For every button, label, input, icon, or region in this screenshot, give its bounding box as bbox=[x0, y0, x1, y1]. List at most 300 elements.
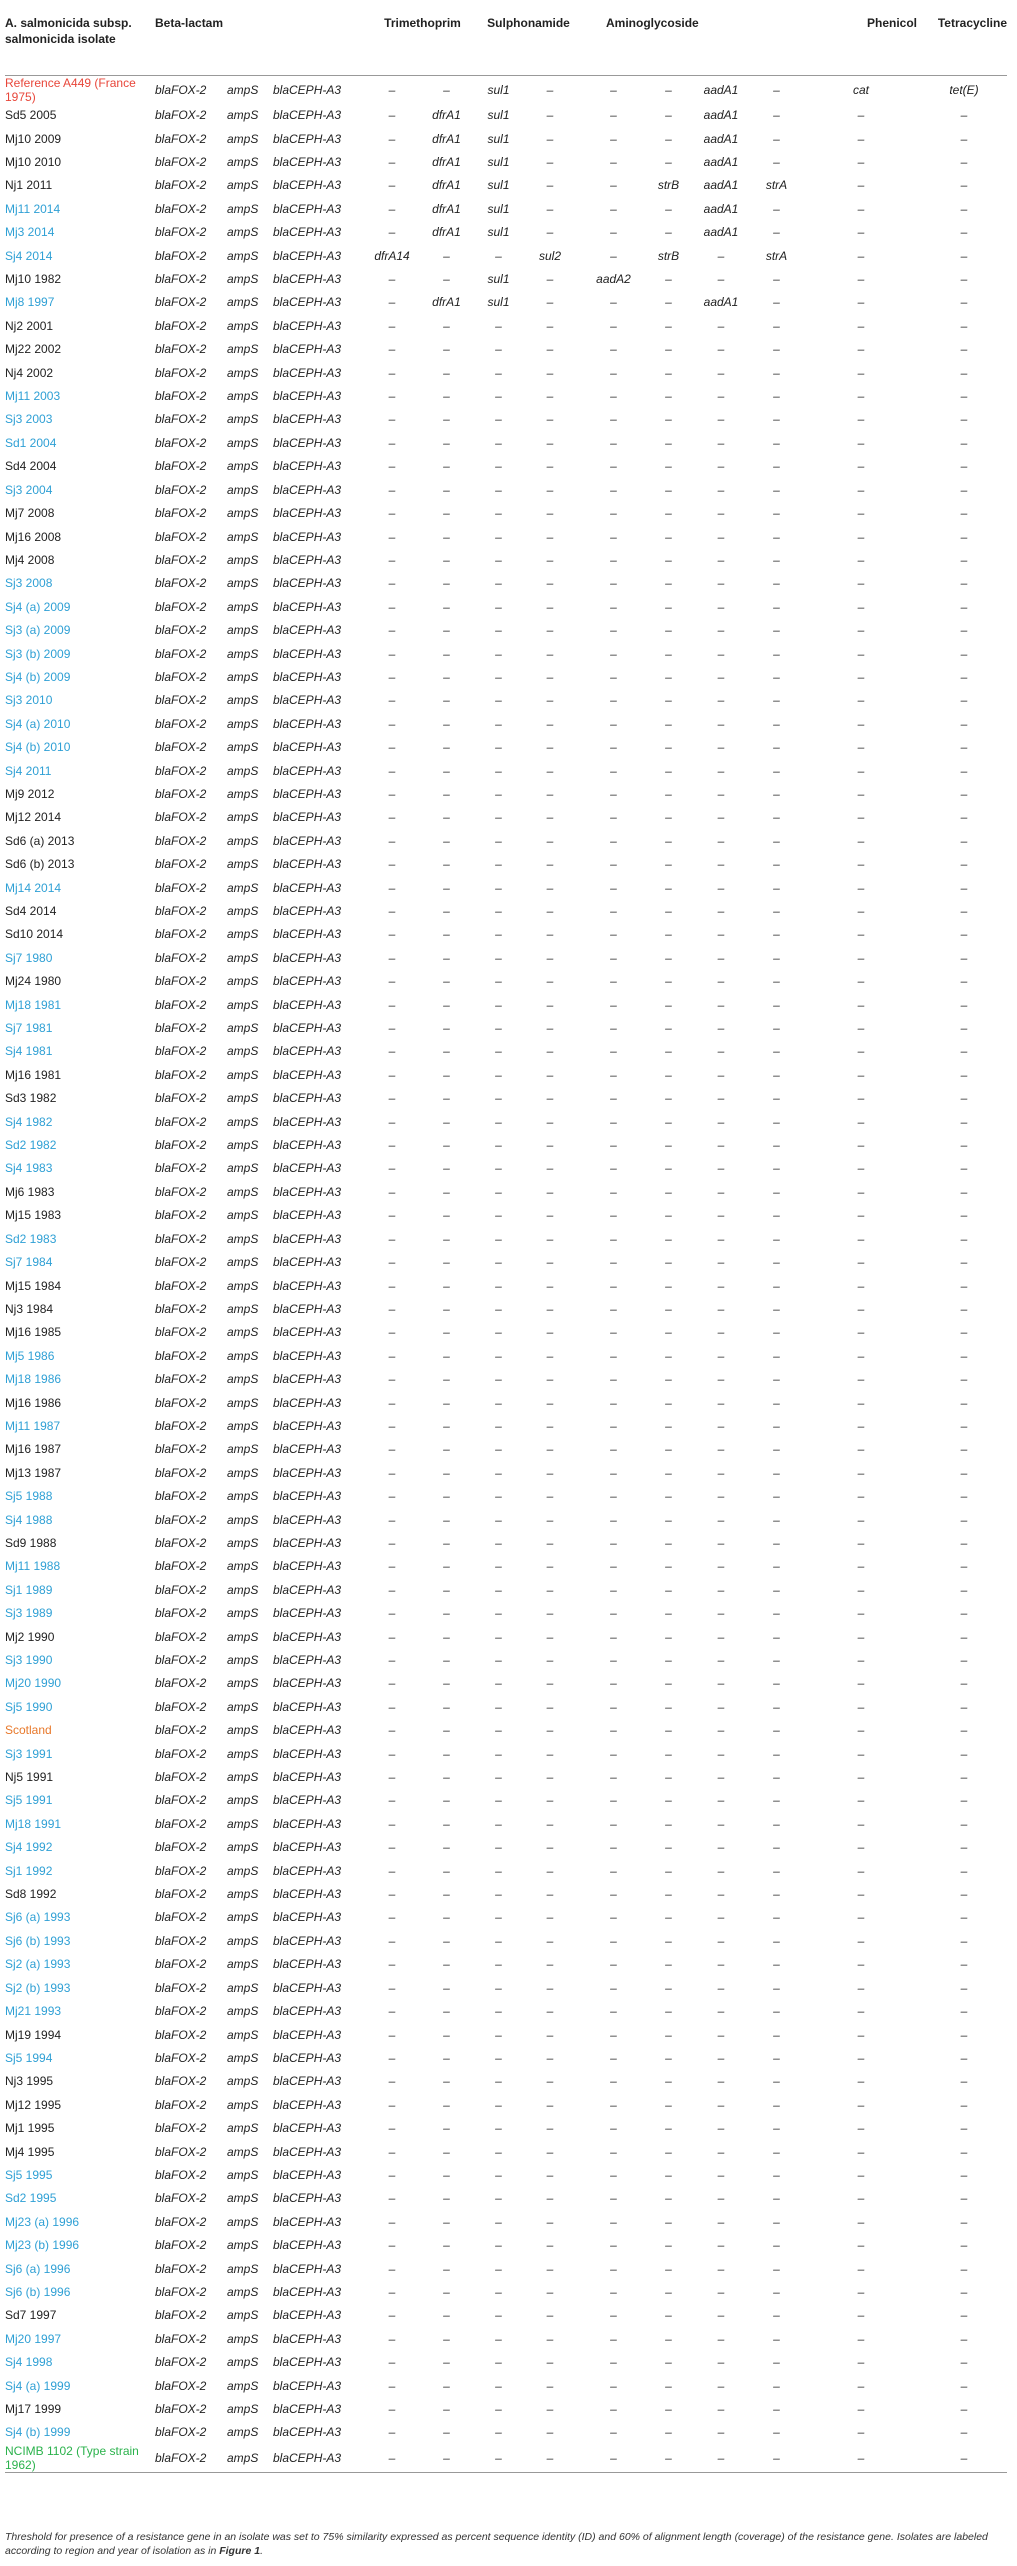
resistance-gene-table bbox=[5, 15, 1007, 2473]
gene-cell: – bbox=[960, 2238, 968, 2253]
gene-cell: – bbox=[857, 810, 865, 825]
table-row bbox=[5, 970, 1007, 993]
gene-cell: – bbox=[717, 2238, 725, 2253]
gene-cell: – bbox=[443, 2167, 450, 2182]
gene-cell: blaCEPH-A3 bbox=[273, 1606, 342, 1621]
gene-cell: – bbox=[443, 342, 450, 357]
gene-cell: – bbox=[443, 1793, 450, 1808]
gene-cell: – bbox=[665, 1372, 672, 1387]
gene-cell: – bbox=[443, 2074, 450, 2089]
gene-cell: – bbox=[610, 459, 617, 474]
gene-cell: – bbox=[773, 1559, 780, 1574]
gene-cell: – bbox=[717, 1231, 725, 1246]
gene-cell: blaFOX-2 bbox=[155, 2144, 207, 2159]
gene-cell: – bbox=[546, 1184, 554, 1199]
table-row bbox=[5, 1087, 1007, 1110]
gene-cell: ampS bbox=[227, 833, 259, 848]
gene-cell: – bbox=[960, 1067, 968, 1082]
isolate-name: Mj20 1990 bbox=[5, 1676, 62, 1691]
gene-cell: – bbox=[546, 1021, 554, 1036]
gene-cell: – bbox=[495, 1395, 502, 1410]
header-tetracycline: Tetracycline bbox=[937, 16, 1008, 30]
gene-cell: – bbox=[960, 1699, 968, 1714]
gene-cell: – bbox=[665, 1887, 672, 1902]
gene-cell: – bbox=[546, 1746, 554, 1761]
gene-cell: – bbox=[443, 1301, 450, 1316]
gene-cell: – bbox=[717, 1887, 725, 1902]
gene-cell: – bbox=[717, 2308, 725, 2323]
gene-cell: – bbox=[773, 1325, 780, 1340]
gene-cell: – bbox=[665, 1442, 672, 1457]
gene-cell: ampS bbox=[227, 1465, 259, 1480]
gene-cell: – bbox=[857, 623, 865, 638]
gene-cell: – bbox=[388, 1746, 396, 1761]
isolate-name: Sj3 1989 bbox=[5, 1606, 53, 1621]
gene-cell: – bbox=[610, 155, 617, 170]
gene-cell: – bbox=[368, 75, 416, 104]
gene-cell: ampS bbox=[227, 1442, 259, 1457]
gene-cell: – bbox=[610, 1676, 617, 1691]
gene-cell: ampS bbox=[227, 2284, 259, 2299]
table-header-row bbox=[5, 15, 1007, 75]
gene-cell: – bbox=[960, 950, 968, 965]
gene-cell: – bbox=[610, 506, 617, 521]
gene-cell: – bbox=[546, 365, 554, 380]
gene-cell: ampS bbox=[227, 75, 273, 104]
isolate-name: Mj11 1987 bbox=[5, 1418, 61, 1433]
gene-cell: – bbox=[857, 1699, 865, 1714]
gene-cell: ampS bbox=[227, 459, 259, 474]
gene-cell: – bbox=[546, 1957, 554, 1972]
table-row bbox=[5, 2257, 1007, 2280]
gene-cell: – bbox=[647, 2444, 690, 2473]
gene-cell: – bbox=[773, 412, 780, 427]
gene-cell: – bbox=[495, 1067, 502, 1082]
gene-cell: ampS bbox=[227, 506, 259, 521]
gene-cell: – bbox=[388, 997, 396, 1012]
table-row bbox=[5, 782, 1007, 805]
gene-cell: ampS bbox=[227, 1887, 259, 1902]
gene-cell: blaCEPH-A3 bbox=[273, 2004, 342, 2019]
isolate-name: Mj18 1981 bbox=[5, 997, 62, 1012]
gene-cell: – bbox=[610, 1489, 617, 1504]
gene-cell: – bbox=[388, 201, 396, 216]
gene-cell: – bbox=[773, 1442, 780, 1457]
gene-cell: blaFOX-2 bbox=[155, 576, 207, 591]
gene-cell: – bbox=[773, 1255, 780, 1270]
gene-cell: – bbox=[388, 1442, 396, 1457]
gene-cell: ampS bbox=[227, 1582, 259, 1597]
gene-cell: – bbox=[857, 1255, 865, 1270]
gene-cell: – bbox=[443, 2425, 450, 2440]
table-row bbox=[5, 1274, 1007, 1297]
isolate-name: Nj3 1984 bbox=[5, 1301, 54, 1316]
gene-cell: – bbox=[773, 669, 780, 684]
gene-cell: – bbox=[717, 974, 725, 989]
gene-cell: – bbox=[546, 1535, 554, 1550]
gene-cell: – bbox=[388, 506, 396, 521]
gene-cell: – bbox=[610, 2167, 617, 2182]
gene-cell: – bbox=[665, 2074, 672, 2089]
gene-cell: – bbox=[610, 1840, 617, 1855]
gene-cell: blaCEPH-A3 bbox=[273, 763, 342, 778]
gene-cell: – bbox=[495, 2050, 502, 2065]
gene-cell: blaFOX-2 bbox=[155, 763, 207, 778]
table-row bbox=[5, 1672, 1007, 1695]
gene-cell: – bbox=[773, 1067, 780, 1082]
table-row bbox=[5, 1578, 1007, 1601]
gene-cell: – bbox=[690, 2444, 752, 2473]
gene-cell: – bbox=[443, 646, 450, 661]
gene-cell: – bbox=[610, 1582, 617, 1597]
gene-cell: – bbox=[717, 1044, 725, 1059]
gene-cell: – bbox=[546, 599, 554, 614]
isolate-name: Sj1 1989 bbox=[5, 1582, 53, 1597]
gene-cell: – bbox=[717, 599, 725, 614]
gene-cell: – bbox=[443, 2050, 450, 2065]
gene-cell: – bbox=[717, 2097, 725, 2112]
gene-cell: blaCEPH-A3 bbox=[273, 459, 342, 474]
gene-cell: ampS bbox=[227, 950, 259, 965]
gene-cell: blaCEPH-A3 bbox=[273, 669, 342, 684]
gene-cell: – bbox=[388, 1816, 396, 1831]
gene-cell: – bbox=[388, 1582, 396, 1597]
gene-cell: – bbox=[665, 1114, 672, 1129]
isolate-name: Mj13 1987 bbox=[5, 1465, 62, 1480]
gene-cell: ampS bbox=[227, 1512, 259, 1527]
gene-cell: – bbox=[443, 1395, 450, 1410]
gene-cell: – bbox=[610, 1021, 617, 1036]
gene-cell: blaFOX-2 bbox=[155, 1231, 207, 1246]
table-row bbox=[5, 525, 1007, 548]
gene-cell: – bbox=[388, 2284, 396, 2299]
gene-cell: – bbox=[443, 1653, 450, 1668]
isolate-name: Mj15 1983 bbox=[5, 1208, 62, 1223]
gene-cell: – bbox=[960, 1816, 968, 1831]
gene-cell: – bbox=[857, 1114, 865, 1129]
gene-cell: – bbox=[546, 669, 554, 684]
gene-cell: – bbox=[717, 927, 725, 942]
gene-cell: ampS bbox=[227, 2144, 259, 2159]
gene-cell: – bbox=[665, 669, 672, 684]
gene-cell: – bbox=[443, 552, 450, 567]
gene-cell: ampS bbox=[227, 2402, 259, 2417]
gene-cell: – bbox=[495, 2425, 502, 2440]
gene-cell: – bbox=[773, 529, 780, 544]
gene-cell: – bbox=[857, 2144, 865, 2159]
gene-cell: – bbox=[665, 997, 672, 1012]
gene-cell: – bbox=[857, 974, 865, 989]
table-row bbox=[5, 1742, 1007, 1765]
gene-cell: blaFOX-2 bbox=[155, 1933, 207, 1948]
gene-cell: – bbox=[443, 2308, 450, 2323]
gene-cell: – bbox=[495, 576, 502, 591]
gene-cell: – bbox=[773, 1418, 780, 1433]
gene-cell: – bbox=[773, 272, 780, 287]
gene-cell: – bbox=[546, 1699, 554, 1714]
gene-cell: – bbox=[495, 1629, 502, 1644]
gene-cell: – bbox=[388, 880, 396, 895]
table-row bbox=[5, 2093, 1007, 2116]
gene-cell: – bbox=[960, 1395, 968, 1410]
gene-cell: – bbox=[388, 1044, 396, 1059]
gene-cell: – bbox=[443, 2284, 450, 2299]
isolate-name: Sj3 2008 bbox=[5, 576, 53, 591]
gene-cell: blaFOX-2 bbox=[155, 1535, 207, 1550]
table-row bbox=[5, 759, 1007, 782]
gene-cell: – bbox=[388, 272, 396, 287]
gene-cell: – bbox=[717, 740, 725, 755]
gene-cell: – bbox=[773, 1091, 780, 1106]
gene-cell: – bbox=[717, 1606, 725, 1621]
gene-cell: – bbox=[610, 412, 617, 427]
gene-cell: blaCEPH-A3 bbox=[273, 552, 342, 567]
table-row bbox=[5, 2351, 1007, 2374]
gene-cell: – bbox=[665, 272, 672, 287]
gene-cell: ampS bbox=[227, 1559, 259, 1574]
gene-cell: – bbox=[960, 1465, 968, 1480]
isolate-name: Sj3 2003 bbox=[5, 412, 53, 427]
gene-cell: – bbox=[610, 435, 617, 450]
gene-cell: – bbox=[857, 248, 865, 263]
gene-cell: – bbox=[546, 272, 554, 287]
gene-cell: – bbox=[717, 576, 725, 591]
gene-cell: – bbox=[960, 131, 968, 146]
gene-cell: blaCEPH-A3 bbox=[273, 506, 342, 521]
gene-cell: – bbox=[388, 2261, 396, 2276]
gene-cell: strA bbox=[765, 178, 788, 193]
gene-cell: ampS bbox=[227, 786, 259, 801]
gene-cell: blaFOX-2 bbox=[155, 974, 207, 989]
gene-cell: blaFOX-2 bbox=[155, 1629, 207, 1644]
table-row bbox=[5, 221, 1007, 244]
gene-cell: – bbox=[610, 1418, 617, 1433]
gene-cell: ampS bbox=[227, 576, 259, 591]
isolate-name: Mj23 (a) 1996 bbox=[5, 2214, 80, 2229]
gene-cell: ampS bbox=[227, 318, 259, 333]
gene-cell: – bbox=[443, 1606, 450, 1621]
gene-cell: – bbox=[546, 1840, 554, 1855]
gene-cell: aadA1 bbox=[703, 295, 739, 310]
isolate-name: Mj16 1981 bbox=[5, 1067, 62, 1082]
gene-cell: – bbox=[717, 2004, 725, 2019]
gene-cell: – bbox=[495, 2284, 502, 2299]
gene-cell: blaCEPH-A3 bbox=[273, 1489, 342, 1504]
gene-cell: blaCEPH-A3 bbox=[273, 833, 342, 848]
gene-cell: – bbox=[717, 2402, 725, 2417]
gene-cell: sul1 bbox=[487, 178, 510, 193]
gene-cell: – bbox=[857, 318, 865, 333]
gene-cell: – bbox=[960, 2097, 968, 2112]
gene-cell: – bbox=[960, 459, 968, 474]
gene-cell: – bbox=[857, 646, 865, 661]
isolate-name: Mj5 1986 bbox=[5, 1348, 55, 1363]
gene-cell: – bbox=[388, 2074, 396, 2089]
gene-cell: blaFOX-2 bbox=[155, 880, 207, 895]
isolate-name: Sd2 1995 bbox=[5, 2191, 57, 2206]
isolate-name: Reference A449 (France 1975) bbox=[5, 75, 153, 104]
gene-cell: – bbox=[665, 2378, 672, 2393]
gene-cell: blaCEPH-A3 bbox=[273, 1840, 342, 1855]
gene-cell: – bbox=[773, 1629, 780, 1644]
gene-cell: – bbox=[388, 576, 396, 591]
gene-cell: – bbox=[495, 1208, 502, 1223]
table-row bbox=[5, 572, 1007, 595]
gene-cell: – bbox=[546, 1606, 554, 1621]
gene-cell: cat bbox=[801, 75, 921, 104]
gene-cell: – bbox=[717, 365, 725, 380]
gene-cell: – bbox=[443, 2144, 450, 2159]
gene-cell: blaFOX-2 bbox=[155, 365, 207, 380]
gene-cell: – bbox=[546, 716, 554, 731]
gene-cell: – bbox=[717, 506, 725, 521]
gene-cell: – bbox=[388, 1770, 396, 1785]
gene-cell: – bbox=[443, 1114, 450, 1129]
gene-cell: – bbox=[665, 646, 672, 661]
table-row bbox=[5, 1484, 1007, 1507]
gene-cell: – bbox=[857, 716, 865, 731]
gene-cell: – bbox=[665, 1629, 672, 1644]
gene-cell: blaFOX-2 bbox=[155, 2284, 207, 2299]
gene-cell: – bbox=[610, 1699, 617, 1714]
gene-cell: – bbox=[717, 1278, 725, 1293]
gene-cell: – bbox=[665, 1067, 672, 1082]
gene-cell: – bbox=[388, 1465, 396, 1480]
gene-cell: – bbox=[717, 950, 725, 965]
gene-cell: ampS bbox=[227, 1301, 259, 1316]
isolate-name: Sj5 1990 bbox=[5, 1699, 53, 1714]
gene-cell: ampS bbox=[227, 412, 259, 427]
gene-cell: – bbox=[960, 2425, 968, 2440]
gene-cell: – bbox=[773, 2284, 780, 2299]
gene-cell: – bbox=[610, 1933, 617, 1948]
gene-cell: – bbox=[717, 1465, 725, 1480]
gene-cell: ampS bbox=[227, 1395, 259, 1410]
gene-cell: – bbox=[546, 1653, 554, 1668]
gene-cell: – bbox=[857, 1793, 865, 1808]
gene-cell: – bbox=[665, 1325, 672, 1340]
gene-cell: – bbox=[717, 272, 725, 287]
gene-cell: – bbox=[960, 1793, 968, 1808]
gene-cell: – bbox=[717, 2144, 725, 2159]
isolate-name: Mj16 1987 bbox=[5, 1442, 62, 1457]
gene-cell: – bbox=[443, 1699, 450, 1714]
gene-cell: – bbox=[773, 2050, 780, 2065]
gene-cell: – bbox=[960, 2355, 968, 2370]
table-row bbox=[5, 1414, 1007, 1437]
gene-cell: – bbox=[388, 1021, 396, 1036]
gene-cell: blaFOX-2 bbox=[155, 623, 207, 638]
gene-cell: – bbox=[610, 2214, 617, 2229]
gene-cell: – bbox=[857, 1161, 865, 1176]
isolate-name: Sj3 (a) 2009 bbox=[5, 623, 71, 638]
gene-cell: – bbox=[610, 1067, 617, 1082]
gene-cell: – bbox=[665, 295, 672, 310]
gene-cell: – bbox=[443, 529, 450, 544]
gene-cell: – bbox=[717, 1512, 725, 1527]
gene-cell: – bbox=[857, 2097, 865, 2112]
gene-cell: – bbox=[546, 318, 554, 333]
gene-cell: – bbox=[960, 552, 968, 567]
gene-cell: – bbox=[610, 786, 617, 801]
gene-cell: – bbox=[717, 1114, 725, 1129]
gene-cell: – bbox=[960, 1442, 968, 1457]
table-row bbox=[5, 2304, 1007, 2327]
gene-cell: – bbox=[857, 2308, 865, 2323]
gene-cell: – bbox=[665, 1161, 672, 1176]
gene-cell: – bbox=[857, 950, 865, 965]
gene-cell: – bbox=[443, 1489, 450, 1504]
gene-cell: – bbox=[857, 833, 865, 848]
table-row bbox=[5, 853, 1007, 876]
gene-cell: – bbox=[857, 506, 865, 521]
gene-cell: – bbox=[546, 1044, 554, 1059]
gene-cell: – bbox=[773, 763, 780, 778]
gene-cell: blaFOX-2 bbox=[155, 997, 207, 1012]
gene-cell: – bbox=[665, 1723, 672, 1738]
gene-cell: ampS bbox=[227, 599, 259, 614]
gene-cell: ampS bbox=[227, 1933, 259, 1948]
gene-cell: – bbox=[857, 225, 865, 240]
gene-cell: ampS bbox=[227, 155, 259, 170]
gene-cell: blaCEPH-A3 bbox=[273, 201, 342, 216]
gene-cell: – bbox=[857, 295, 865, 310]
gene-cell: – bbox=[495, 646, 502, 661]
gene-cell: – bbox=[857, 1746, 865, 1761]
gene-cell: – bbox=[610, 2097, 617, 2112]
gene-cell: – bbox=[443, 2331, 450, 2346]
isolate-name: Mj16 1986 bbox=[5, 1395, 62, 1410]
gene-cell: blaCEPH-A3 bbox=[273, 1021, 342, 1036]
gene-cell: – bbox=[665, 412, 672, 427]
gene-cell: – bbox=[665, 1676, 672, 1691]
gene-cell: blaCEPH-A3 bbox=[273, 1301, 342, 1316]
gene-cell: – bbox=[610, 1184, 617, 1199]
gene-cell: blaCEPH-A3 bbox=[273, 1535, 342, 1550]
gene-cell: – bbox=[443, 2378, 450, 2393]
gene-cell: – bbox=[443, 1770, 450, 1785]
gene-cell: – bbox=[443, 482, 450, 497]
gene-cell: – bbox=[960, 833, 968, 848]
gene-cell: – bbox=[857, 997, 865, 1012]
gene-cell: – bbox=[495, 1489, 502, 1504]
gene-cell: aadA1 bbox=[703, 108, 739, 123]
gene-cell: – bbox=[443, 1278, 450, 1293]
gene-cell: blaFOX-2 bbox=[155, 833, 207, 848]
gene-cell: blaFOX-2 bbox=[155, 1653, 207, 1668]
gene-cell: – bbox=[495, 716, 502, 731]
gene-cell: – bbox=[388, 646, 396, 661]
gene-cell: – bbox=[857, 552, 865, 567]
gene-cell: dfrA1 bbox=[432, 225, 461, 240]
table-row bbox=[5, 361, 1007, 384]
gene-cell: ampS bbox=[227, 2238, 259, 2253]
gene-cell: – bbox=[717, 1793, 725, 1808]
gene-cell: ampS bbox=[227, 1255, 259, 1270]
gene-cell: – bbox=[495, 1910, 502, 1925]
gene-cell: – bbox=[665, 2425, 672, 2440]
table-body bbox=[5, 75, 1007, 2473]
gene-cell: – bbox=[717, 248, 725, 263]
gene-cell: – bbox=[443, 389, 450, 404]
gene-cell: – bbox=[443, 1676, 450, 1691]
gene-cell: ampS bbox=[227, 2004, 259, 2019]
gene-cell: – bbox=[717, 2261, 725, 2276]
gene-cell: – bbox=[388, 1091, 396, 1106]
gene-cell: – bbox=[857, 1231, 865, 1246]
gene-cell: – bbox=[610, 1559, 617, 1574]
gene-cell: – bbox=[546, 2238, 554, 2253]
